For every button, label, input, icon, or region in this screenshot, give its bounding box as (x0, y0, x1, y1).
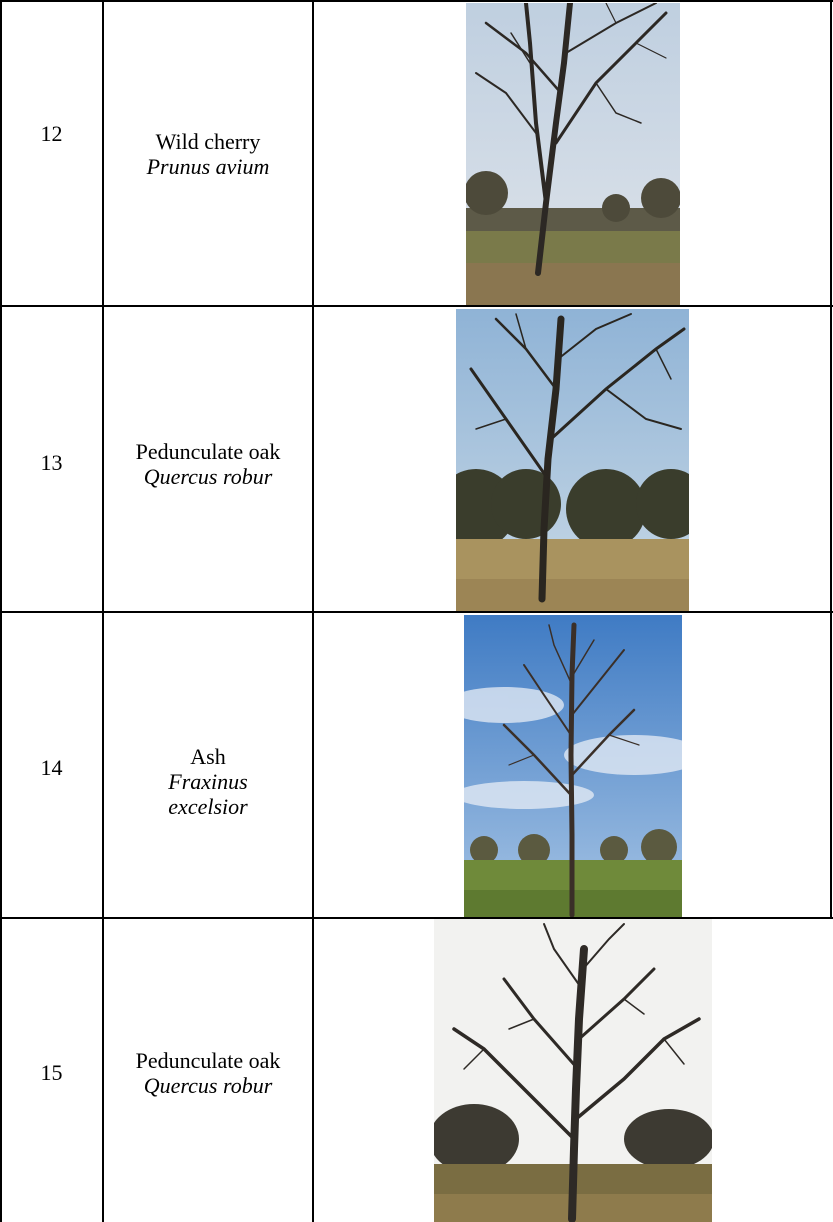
column-divider (312, 0, 314, 1222)
table-border-right (830, 0, 832, 918)
table-border-top (0, 0, 833, 2)
wild-cherry-tree-photo (466, 3, 680, 305)
latin-name: Quercus robur (143, 464, 273, 489)
common-name: Pedunculate oak (135, 439, 281, 464)
row-number: 15 (40, 1060, 63, 1085)
pedunculate-oak-tree-photo (456, 309, 689, 611)
row-number: 13 (40, 450, 63, 475)
tree-name (104, 439, 312, 489)
row-divider (0, 611, 833, 613)
column-divider (102, 0, 104, 1222)
tree-name (104, 1048, 312, 1098)
latin-name: Prunus avium (146, 154, 270, 179)
tree-name (104, 744, 312, 819)
common-name: Pedunculate oak (135, 1048, 281, 1073)
latin-name: Fraxinus excelsior (168, 769, 248, 819)
common-name: Wild cherry (155, 129, 261, 154)
row-number: 14 (40, 755, 63, 780)
table-border-left (0, 0, 2, 1222)
row-number: 12 (40, 121, 63, 146)
row-divider (0, 305, 833, 307)
common-name: Ash (190, 744, 226, 769)
latin-name: Quercus robur (143, 1073, 273, 1098)
ash-tree-photo (464, 615, 682, 917)
pedunculate-oak-tree-photo (434, 919, 712, 1222)
tree-name (104, 129, 312, 179)
